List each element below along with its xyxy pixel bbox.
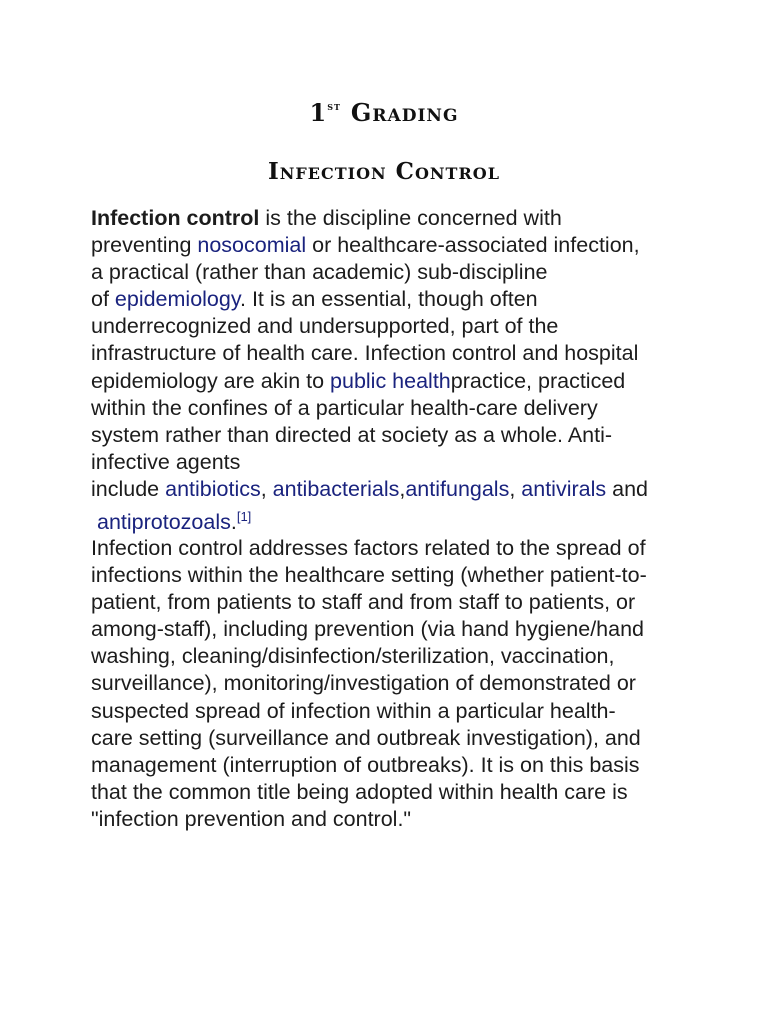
text-line: within the confines of a particular health-care delivery [91,395,598,420]
page-title: Infection Control [268,158,500,185]
text-line: a practical (rather than academic) sub-discipline [91,260,548,285]
term-infection-control: Infection control [91,206,260,230]
text-line: care setting (surveillance and outbreak investigation), and [91,725,641,750]
text-span: epidemiology are akin to [91,368,331,393]
grading-heading [0,98,768,127]
text-line: among-staff), including prevention (via hand hygiene/hand [91,617,644,642]
text-line: washing, cleaning/disinfection/sterilization, vaccination, [91,644,615,669]
text-line [91,503,691,536]
text-line [91,476,691,503]
grading-suffix: st [327,100,341,113]
text-span: of [91,287,115,312]
link-antivirals[interactable]: antivirals [521,476,607,501]
text-span: preventing [91,233,198,258]
text-line: suspected spread of infection within a particular health- [91,698,616,723]
grading-number: 1 [309,98,328,127]
text-line: surveillance), monitoring/investigation of demonstrated or [91,671,636,696]
text-line: system rather than directed at society as a whole. Anti- [91,422,613,447]
text-span: or healthcare-associated infection, [306,233,640,258]
text-span: include [91,476,166,501]
paragraph-scope [91,535,691,833]
citation-link[interactable]: [1] [236,509,252,525]
text-span: . It is an essential, though often [240,287,538,312]
grading-word: Grading [350,98,459,127]
text-line: infrastructure of health care. Infection control and hospital [91,341,639,366]
paragraph-definition [91,205,691,536]
text-line: Infection control addresses factors related to the spread of [91,536,646,560]
link-nosocomial[interactable]: nosocomial [197,233,307,258]
text-line: infective agents [91,449,241,474]
text-span: . [230,510,237,535]
text-line [91,368,691,395]
text-line: underrecognized and undersupported, part of the [91,314,559,339]
text-span: and [606,476,648,501]
text-span: is the discipline concerned with [259,206,562,230]
link-antiprotozoals[interactable]: antiprotozoals [96,510,231,535]
text-line [91,232,691,259]
text-line: "infection prevention and control." [91,806,412,831]
text-span: , [509,476,522,501]
text-span: , [399,476,406,501]
text-line: management (interruption of outbreaks). It is on this basis [91,752,640,777]
link-public-health[interactable]: public health [330,368,451,393]
link-antibiotics[interactable]: antibiotics [165,476,261,501]
text-line [91,205,691,232]
text-line: that the common title being adopted within health care is [91,779,628,804]
link-epidemiology[interactable]: epidemiology [114,287,241,312]
text-line: patient, from patients to staff and from staff to patients, or [91,590,636,615]
text-span: practice, practiced [450,368,626,393]
link-antifungals[interactable]: antifungals [405,476,510,501]
text-span: , [260,476,273,501]
text-line [91,286,691,313]
text-line: infections within the healthcare setting (whether patient-to- [91,563,647,588]
link-antibacterials[interactable]: antibacterials [272,476,400,501]
